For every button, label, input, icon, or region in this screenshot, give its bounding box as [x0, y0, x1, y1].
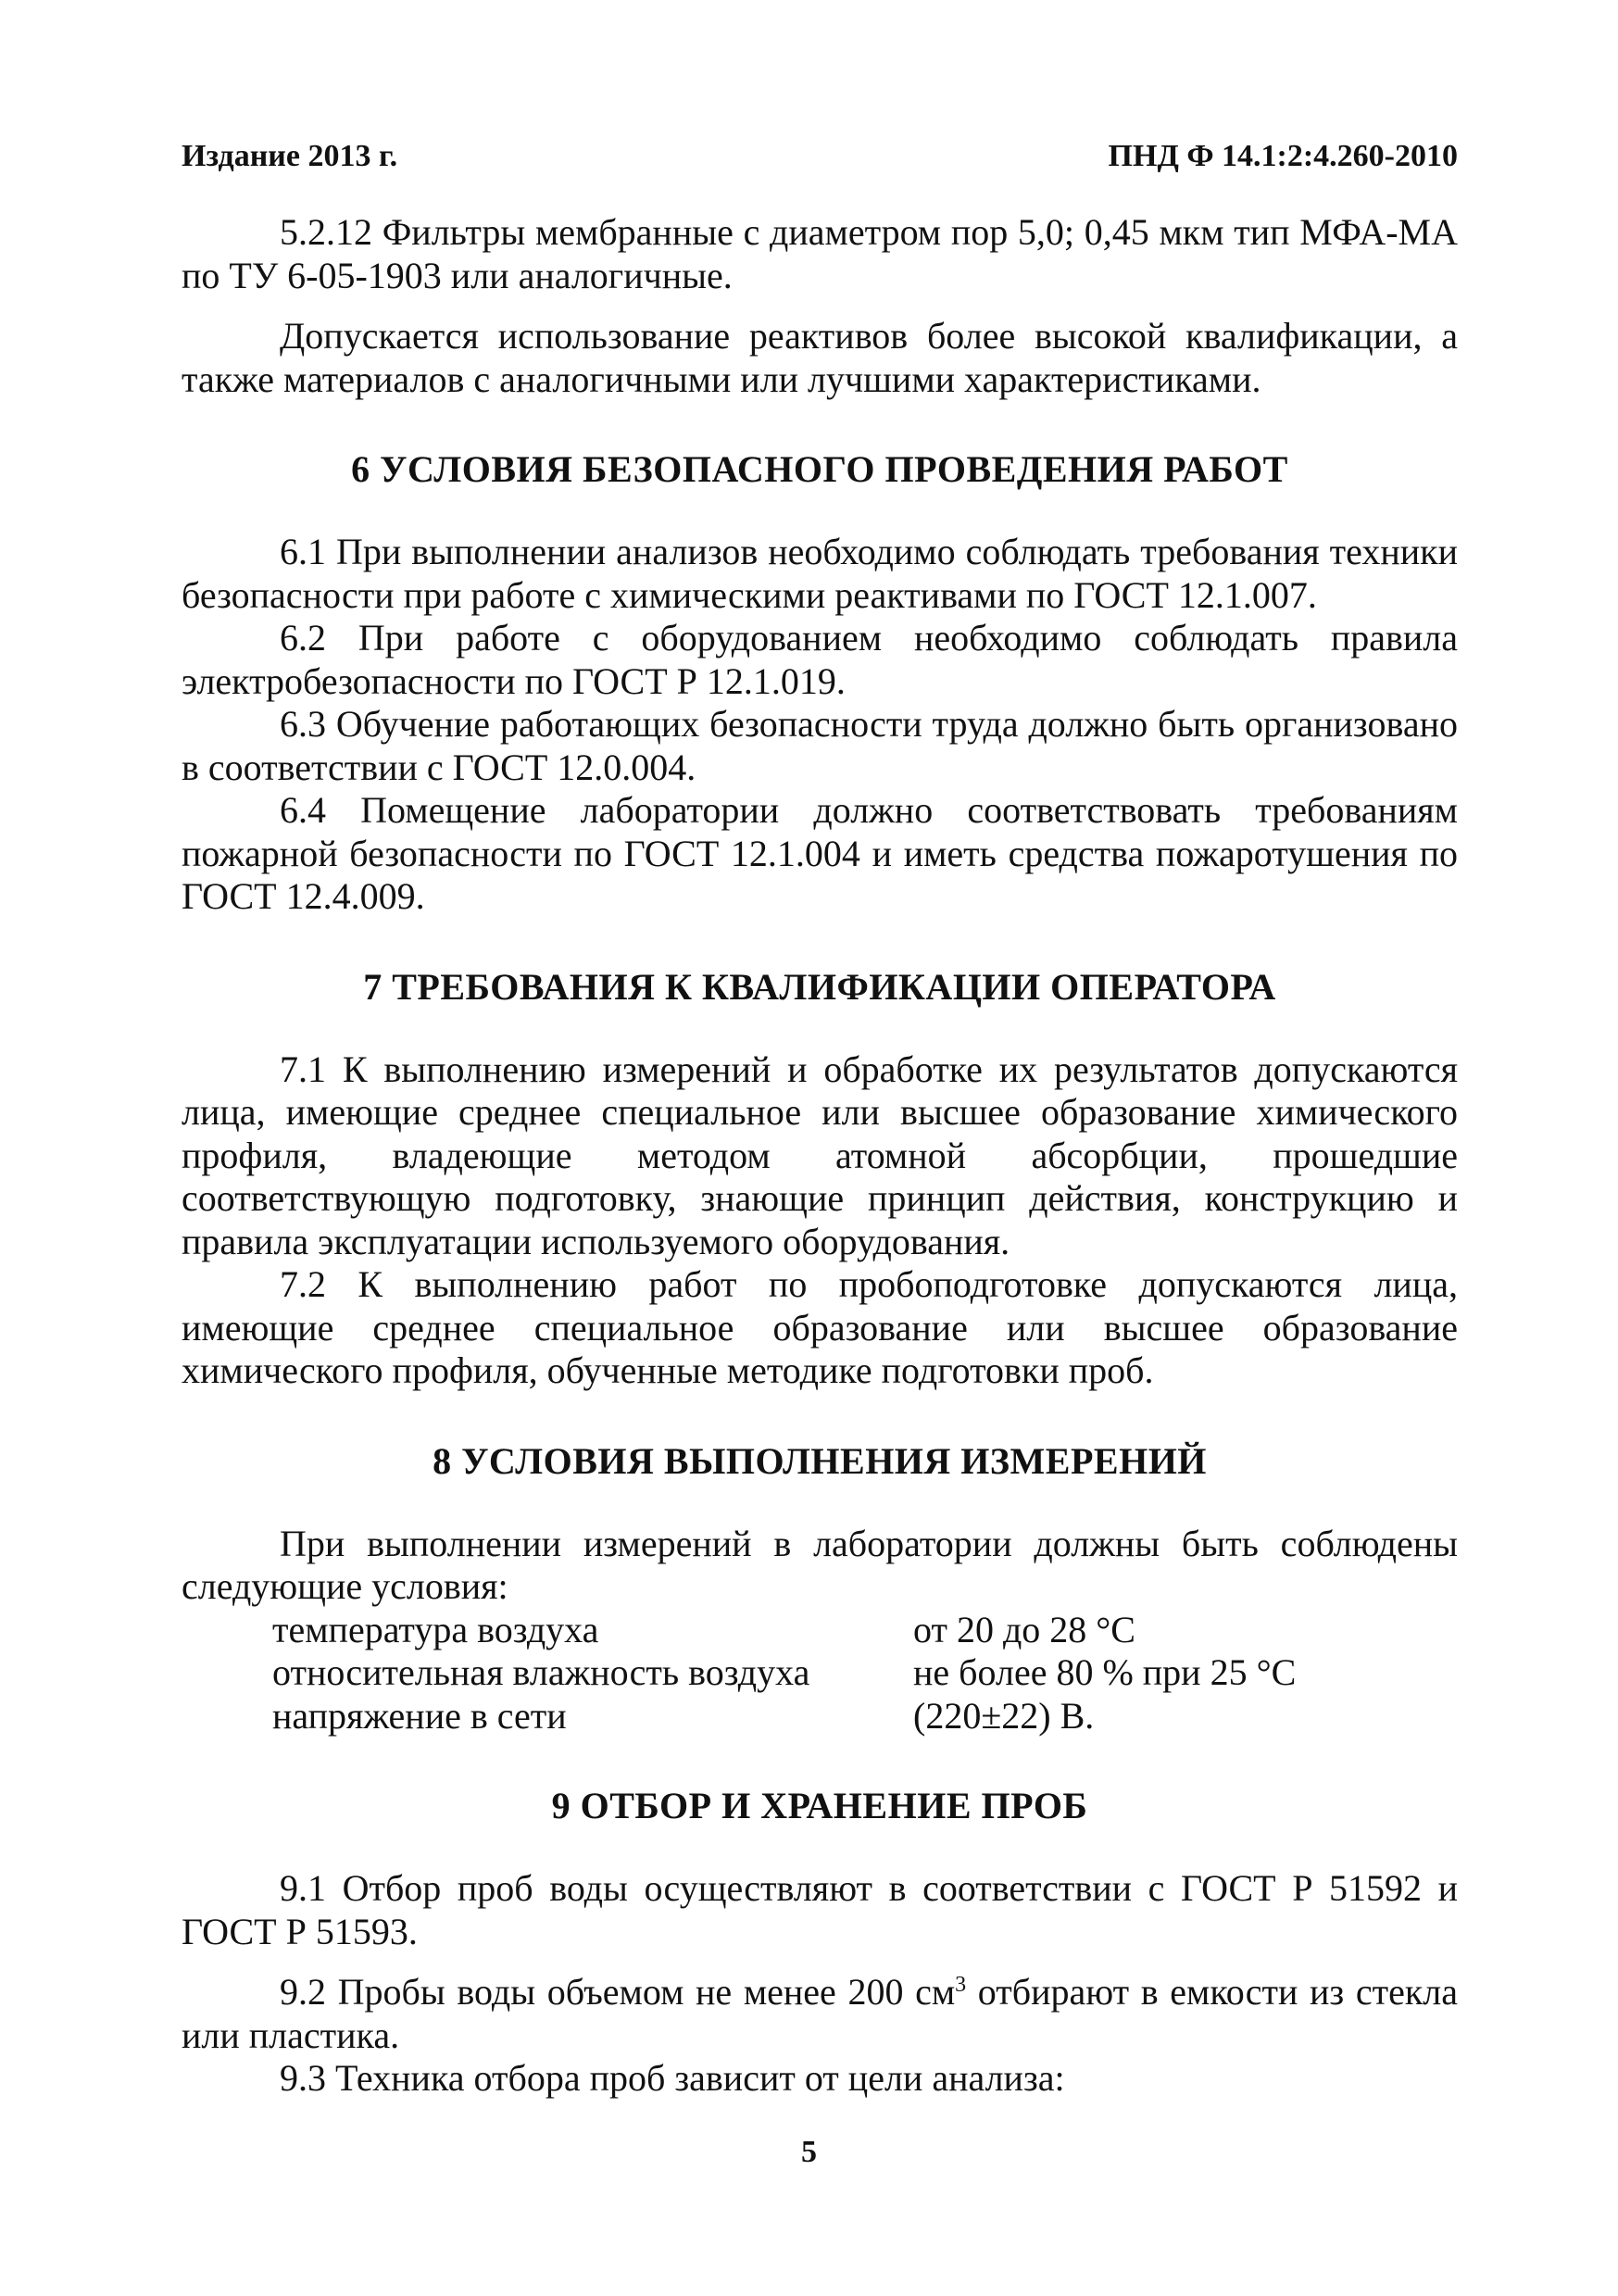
paragraph-7-2: 7.2 К выполнению работ по пробоподготовке допускаются лица, имеющие среднее специальное образование или высшее образование химического профиля, обученные методике подготовки проб. [182, 1263, 1458, 1391]
paragraph-9-2-text-end: отбирают в емкости из стекла или пластика. [182, 1971, 1458, 2056]
paragraph-6-1: 6.1 При выполнении анализов необходимо соблюдать требования техники безопасности при работе с химическими реактивами по ГОСТ 12.1.007. [182, 531, 1458, 616]
section-9-title: 9 ОТБОР И ХРАНЕНИЕ ПРОБ [551, 1785, 1088, 1826]
paragraph-8-intro: При выполнении измерений в лаборатории должны быть соблюдены следующие условия: [182, 1522, 1458, 1607]
condition-value: (220±22) В. [913, 1694, 1095, 1737]
paragraph-7-1: 7.1 К выполнению измерений и обработке их результатов допускаются лица, имеющие среднее специальное или высшее образование химического профиля, владеющие методом атомной абсорбции, прошедшие соответствующую подготовку, знающие принцип действия, конструкцию и правила эксплуатации используемого оборудования. [182, 1048, 1458, 1262]
page-number: 5 [801, 2135, 817, 2169]
edition-label: Издание 2013 г. [182, 139, 398, 173]
condition-value: не более 80 % при 25 °С [913, 1651, 1297, 1693]
paragraph-9-3: 9.3 Техника отбора проб зависит от цели анализа: [280, 2057, 1065, 2099]
document-body [182, 211, 1458, 2101]
condition-value: от 20 до 28 °С [913, 1608, 1135, 1650]
conditions-row [272, 1695, 1458, 1738]
cubic-superscript: 3 [955, 1973, 967, 1997]
condition-name: относительная влажность воздуха [272, 1651, 810, 1693]
section-8-title: 8 УСЛОВИЯ ВЫПОЛНЕНИЯ ИЗМЕРЕНИЙ [433, 1439, 1207, 1482]
paragraph-6-2: 6.2 При работе с оборудованием необходимо соблюдать правила электробезопасности по ГОСТ Р 12.1.019. [182, 617, 1458, 702]
paragraph-6-3: 6.3 Обучение работающих безопасности труда должно быть организовано в соответствии с ГОСТ 12.0.004. [182, 703, 1458, 788]
conditions-table [272, 1609, 1458, 1738]
section-6-title: 6 УСЛОВИЯ БЕЗОПАСНОГО ПРОВЕДЕНИЯ РАБОТ [351, 448, 1288, 490]
paragraph-6-4: 6.4 Помещение лаборатории должно соответствовать требованиям пожарной безопасности по ГОСТ 12.1.004 и иметь средства пожаротушения по ГОСТ 12.4.009. [182, 789, 1458, 917]
section-7-title: 7 ТРЕБОВАНИЯ К КВАЛИФИКАЦИИ ОПЕРАТОРА [363, 965, 1276, 1008]
paragraph-9-1: 9.1 Отбор проб воды осуществляют в соответствии с ГОСТ Р 51592 и ГОСТ Р 51593. [182, 1867, 1458, 1952]
paragraph-5-2-12: 5.2.12 Фильтры мембранные с диаметром пор 5,0; 0,45 мкм тип МФА-МА по ТУ 6-05-1903 или аналогичные. [182, 211, 1458, 296]
paragraph-9-2-text: 9.2 Пробы воды объемом не менее 200 см [280, 1971, 956, 2013]
conditions-row [272, 1609, 1458, 1652]
page-header [182, 139, 1458, 176]
paragraph-reagents-note: Допускается использование реактивов более высокой квалификации, а также материалов с аналогичными или лучшими характеристиками. [182, 315, 1458, 400]
condition-name: напряжение в сети [272, 1694, 567, 1737]
paragraph-9-2 [182, 1971, 1458, 2057]
condition-name: температура воздуха [272, 1608, 599, 1650]
document-code: ПНД Ф 14.1:2:4.260-2010 [1108, 139, 1458, 173]
conditions-row [272, 1651, 1458, 1695]
